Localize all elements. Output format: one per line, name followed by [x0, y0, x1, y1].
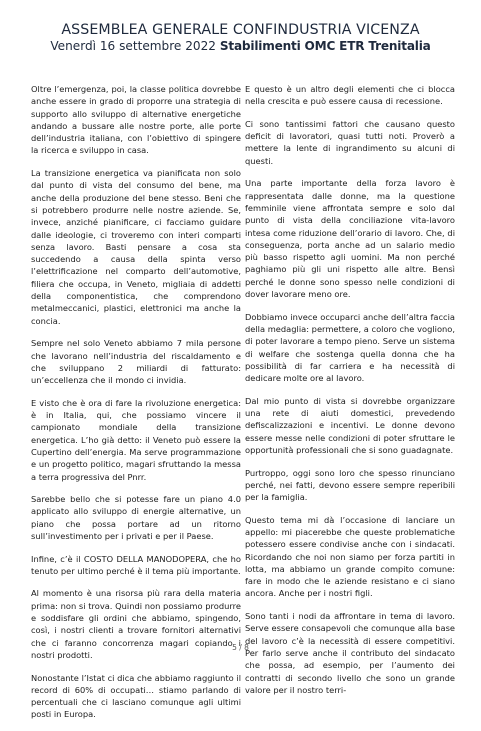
- paragraph: Questo tema mi dà l’occasione di lanciare un appello: mi piacerebbe che queste problematiche potessero essere condivise anche con i sindacati. Ricordando che noi non siamo per forza partiti in lotta, ma abbiamo un grande compito comune: fare in modo che le aziende resistano e ci siano ancora. Anche per i nostri figli.: [245, 514, 455, 599]
- paragraph: Sempre nel solo Veneto abbiamo 7 mila persone che lavorano nell’industria del riscaldamento e che sviluppano 2 miliardi di fatturato: un’eccellenza che il mondo ci invidia.: [31, 338, 241, 386]
- paragraph: Una parte importante della forza lavoro è rappresentata dalle donne, ma la questione femminile viene affrontata sempre e solo dal punto di vista della conciliazione vita-lavoro intesa come riduzione dell’orario di lavoro. Che, di conseguenza, porta anche ad un salario medio più basso rispetto agli uomini. Ma non perché paghiamo più gli uni rispetto alle altre. Bensì perché le donne sono spesso nelle condizioni di dover lavorare meno ore.: [245, 178, 455, 300]
- paragraph: E questo è un altro degli elementi che ci blocca nella crescita e può essere causa di recessione.: [245, 84, 455, 107]
- left-text-column: [31, 83, 241, 731]
- paragraph: Ci sono tantissimi fattori che causano questo deficit di lavoratori, quasi tutti noti. Proverò a mettere la lente di ingrandimento su alcuni di questi.: [245, 118, 455, 166]
- paragraph: Dobbiamo invece occuparci anche dell’altra faccia della medaglia: permettere, a coloro che vogliono, di poter lavorare a tempo pieno. Serve un sistema di welfare che sostenga quella donna che ha possibilità di far carriera e ha necessità di dedicare molte ore al lavoro.: [245, 311, 455, 384]
- paragraph: Oltre l’emergenza, poi, la classe politica dovrebbe anche essere in grado di proporre una strategia di supporto allo sviluppo di alternative energetiche andando a bussare alle nostre porte, alle porte dell’industria italiana, con l’obiettivo di spingere la ricerca e sviluppo in casa.: [31, 84, 241, 156]
- paragraph: La transizione energetica va pianificata non solo dal punto di vista del consumo del bene, ma anche della produzione del bene stesso. Beni che si potrebbero produrre nelle nostre aziende. Se, invece, anziché pianificare, ci facciamo guidare dalle ideologie, ci troveremo con interi comparti senza lavoro. Basti pensare a cosa sta succedendo a causa della spinta verso l’elettrificazione nel comparto dell’automotive, filiera che occupa, in Veneto, migliaia di addetti della componentistica, che comprendono metalmeccanici, plastici, elettronici ma anche la concia.: [31, 168, 241, 326]
- document-header: [0, 22, 481, 54]
- paragraph: Al momento è una risorsa più rara della materia prima: non si trova. Quindi non possiamo produrre e soddisfare gli ordini che abbiamo, spingendo, così, i nostri clienti a trovare fornitori alternativi che ci faranno concorrenza magari copiando i nostri prodotti.: [31, 588, 241, 660]
- paragraph: E visto che è ora di fare la rivoluzione energetica: è in Italia, qui, che possiamo vincere il campionato mondiale della transizione energetica. L’ho già detto: il Veneto può essere la Cupertino dell’energia. Ma serve programmazione e un progetto politico, magari sfruttando la messa a terra progressiva del Pnrr.: [31, 397, 241, 482]
- paragraph: Sono tanti i nodi da affrontare in tema di lavoro. Serve essere consapevoli che comunque alla base del lavoro c’è la necessità di essere competitivi. Per farlo serve anche il contributo del sindacato che possa, ad esempio, per l’aumento dei contratti di secondo livello che sono un grande valore per il nostro terri-: [245, 611, 455, 695]
- paragraph: Purtroppo, oggi sono loro che spesso rinunciano perché, nei fatti, devono essere sempre reperibili per la famiglia.: [245, 467, 455, 503]
- document-subtitle: [0, 39, 481, 54]
- right-text-column: [245, 83, 455, 706]
- paragraph: Sarebbe bello che si potesse fare un piano 4.0 applicato allo sviluppo di energie alternative, un piano che possa portare ad un ritorno sull’investimento per i privati e per il Paese.: [31, 494, 241, 541]
- event-date: Venerdì 16 settembre 2022: [50, 39, 216, 53]
- paragraph: Nonostante l’Istat ci dica che abbiamo raggiunto il record di 60% di occupati… stiamo parlando di percentuali che ci lasciano comunque agli ultimi posti in Europa.: [31, 672, 241, 720]
- page-number: 5 / 8: [232, 643, 249, 652]
- paragraph: Dal mio punto di vista si dovrebbe organizzare una rete di aiuti domestici, prevedendo defiscalizzazioni e incentivi. Le donne devono essere messe nelle condizioni di poter sfruttare le opportunità professionali che si sono guadagnate.: [245, 395, 455, 455]
- document-title: ASSEMBLEA GENERALE CONFINDUSTRIA VICENZA: [61, 22, 420, 38]
- paragraph: Infine, c’è il COSTO DELLA MANODOPERA, che ho tenuto per ultimo perché è il tema più importante.: [31, 553, 241, 576]
- event-location: Stabilimenti OMC ETR Trenitalia: [219, 39, 431, 53]
